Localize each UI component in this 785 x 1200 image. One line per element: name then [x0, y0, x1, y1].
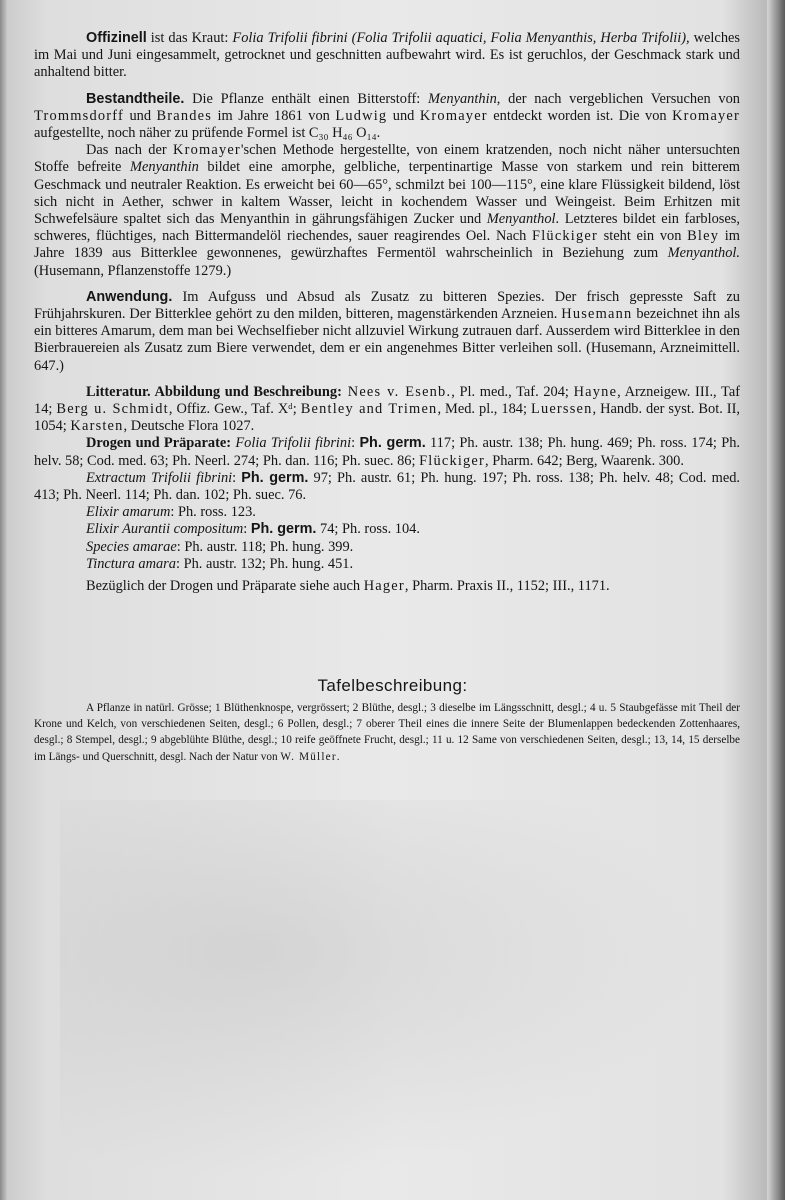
bestandtheile-p2-text-6: im Jahre 1839 aus Bitterklee gewonnenes, gewürzhaftes Fermentöl wahrscheinlich in Beziehung zum	[34, 228, 741, 262]
lit-author-luerssen: Luerssen	[530, 401, 593, 418]
bestandtheile-p2-text-1: Das nach der	[86, 142, 173, 159]
tafel-text-1: A Pflanze in natürl. Grösse; 1 Blüthenknospe, vergrössert; 2 Blüthe, desgl.; 3 dieselbe im Längsschnitt, desgl.; 4 u. 5 Staubgefässe mit Theil der Krone und Kelch, von verschiedenen Seiten, desgl.; 6 Pollen, desgl.; 7 oberer Theil eines die innere Seite der Blumenlappen bedeckenden Zottenhaares, desgl.; 8 Stempel, desgl.; 9 abgeblühte Blüthe, desgl.; 10 reife geöffnete Frucht, desgl.; 11 u. 12 Same von verschiedenen Seiten, desgl.; 13, 14, 15 derselbe im Längs- und Querschnitt, desgl. Nach der Natur von	[34, 702, 740, 763]
bestandtheile-p2-menyanthin: Menyanthin	[130, 159, 199, 176]
anwendung-heading: Anwendung.	[86, 288, 173, 305]
bestandtheile-reference: (Husemann, Pflanzenstoffe 1279.)	[34, 262, 232, 279]
drogen-paragraph	[34, 435, 740, 469]
elixir-aurantii-name: Elixir Aurantii compositum	[86, 521, 244, 538]
extract-colon: :	[232, 469, 242, 486]
drogen-text-end: , Pharm. 642; Berg, Waarenk. 300.	[485, 452, 684, 469]
elixir-aurantii-colon: :	[243, 521, 251, 538]
elixir-aurantii-line	[34, 521, 740, 538]
anwendung-text-1: Im Aufguss und Absud als Zusatz zu bitteren Spezies. Der frisch gepresste Saft zu Frühjahrskuren. Der Bitterklee gehört zu den milden, bitteren, magenstärkenden Arzneien.	[34, 288, 740, 323]
lit-text-3: , Offiz. Gew., Taf. Xᵈ;	[168, 401, 301, 418]
extract-ph-germ: Ph. germ.	[241, 469, 309, 486]
offizinell-drug-names: Folia Trifolii fibrini (Folia Trifolii aquatici, Folia Menyanthis, Herba Trifolii),	[232, 30, 690, 46]
anwendung-text-2: bezeichnet ihn als ein bitteres Amarum, dem man bei Wechselfieber nicht allzuviel Wirkung zutrauen darf. Ausserdem wird Bitterklee in den Bierbrauereien als Zusatz zum Biere verwendet, dem er ein angenehmes Bitter verleihen soll.	[34, 306, 741, 357]
author-hager: Hager	[363, 578, 405, 595]
bestandtheile-text-4: entdeckt worden ist. Die von	[487, 107, 673, 124]
drogen-text: 117; Ph. austr. 138; Ph. hung. 469; Ph. ross. 174; Ph. helv. 58; Cod. med. 63; Ph. Neerl. 274; Ph. dan. 116; Ph. suec. 86;	[34, 435, 740, 469]
bestandtheile-and-2: und	[387, 107, 420, 124]
lit-text-1: , Pl. med., Taf. 204;	[451, 383, 574, 400]
author-kromayer-3: Kromayer	[172, 142, 241, 159]
lit-author-hayne: Hayne	[573, 383, 618, 400]
lit-author-bentley-trimen: Bentley and Trimen	[300, 401, 438, 418]
litteratur-paragraph	[34, 384, 740, 436]
elixir-amarum-name: Elixir amarum	[86, 504, 171, 521]
bestandtheile-p2-text-5: steht ein von	[597, 228, 688, 245]
lit-text-5: , Handb. der syst. Bot. II, 1054;	[34, 401, 740, 435]
lit-text-6: , Deutsche Flora 1027.	[123, 418, 255, 435]
litteratur-heading: Litteratur. Abbildung und Beschreibung:	[86, 383, 342, 400]
tafel-title: Tafelbeschreibung:	[317, 676, 468, 695]
bestandtheile-menyanthin: Menyanthin	[428, 90, 497, 107]
author-kromayer: Kromayer	[419, 107, 488, 124]
elixir-aurantii-ph-germ: Ph. germ.	[250, 521, 317, 538]
tafel-text-2: .	[336, 750, 340, 763]
drogen-heading: Drogen und Präparate:	[86, 435, 232, 452]
extract-name: Extractum Trifolii fibrini	[86, 469, 233, 486]
bestandtheile-p2-menyanthol: Menyanthol	[486, 211, 556, 228]
author-brandes: Brandes	[156, 107, 213, 124]
tinctura-amara-name: Tinctura amara	[86, 555, 176, 572]
bestandtheile-paragraph-2	[34, 142, 740, 280]
drogen-colon: :	[351, 435, 360, 452]
author-bley: Bley	[687, 228, 720, 245]
lit-text-4: , Med. pl., 184;	[437, 401, 531, 418]
drogen-folia: Folia Trifolii fibrini	[231, 435, 352, 452]
extract-paragraph	[34, 470, 740, 504]
anwendung-reference: (Husemann, Arzneimittell. 647.)	[34, 340, 740, 374]
author-flueckiger: Flückiger	[532, 228, 598, 245]
extract-text: 97; Ph. austr. 61; Ph. hung. 197; Ph. ross. 138; Ph. helv. 48; Cod. med. 413; Ph. Neerl. 114; Ph. dan. 102; Ph. suec. 76.	[34, 469, 740, 504]
show-through-shadow	[60, 800, 700, 1180]
offizinell-paragraph	[34, 30, 740, 82]
elixir-aurantii-text: 74; Ph. ross. 104.	[316, 521, 420, 538]
elixir-amarum-text: : Ph. ross. 123.	[170, 504, 256, 521]
bestandtheile-and: und	[123, 107, 157, 124]
bestandtheile-p2-text-3: bildet eine amorphe, gelbliche, terpentinartige Masse von starkem und rein bitterem Geschmack und neutraler Reaktion. Es erweicht bei 60—65°, schmilzt bei 100—115°, eine klare Flüssigkeit bildend, löst sich nicht in Aether, schwer in kaltem Wasser, leicht in kochendem Wasser und Weingeist. Beim Erhitzen mit Schwefelsäure spaltet sich das Menyanthin in gährungsfähigen Zucker und	[34, 159, 740, 228]
tafel-author-mueller: W. Müller	[280, 750, 337, 763]
bestandtheile-paragraph	[34, 91, 740, 143]
hager-text-2: , Pharm. Praxis II., 1152; III., 1171.	[404, 578, 610, 595]
drogen-ph-germ: Ph. germ.	[359, 435, 426, 452]
species-amarae-line	[34, 539, 740, 556]
bestandtheile-text-1: Die Pflanze enthält einen Bitterstoff:	[184, 90, 429, 107]
tinctura-amara-line	[34, 556, 740, 573]
lit-author-nees: Nees v. Esenb.	[341, 383, 452, 400]
lit-author-karsten: Karsten	[70, 418, 124, 435]
species-amarae-text: : Ph. austr. 118; Ph. hung. 399.	[176, 538, 354, 555]
page-edge-left	[0, 0, 8, 1200]
drogen-author-flueckiger: Flückiger	[419, 452, 486, 469]
anwendung-paragraph	[34, 289, 740, 375]
page-edge-right	[767, 0, 785, 1200]
tafel-description	[34, 700, 740, 765]
species-amarae-name: Species amarae	[86, 538, 177, 555]
bestandtheile-text-3: im Jahre 1861 von	[212, 107, 336, 124]
offizinell-heading: Offizinell	[86, 30, 147, 46]
elixir-amarum-line	[34, 504, 740, 521]
main-text	[34, 30, 740, 595]
bestandtheile-p2-text-4: . Letzteres bildet ein farbloses, schweres, flüchtiges, nach Bittermandelöl riechendes, sauer reagirendes Oel. Nach	[34, 211, 740, 245]
bestandtheile-p2-text-2: 'schen Methode hergestellte, von einem kratzenden, noch nicht näher untersuchten Stoffe befreite	[34, 142, 740, 176]
lit-author-berg-schmidt: Berg u. Schmidt	[56, 401, 169, 418]
tinctura-amara-text: : Ph. austr. 132; Ph. hung. 451.	[175, 555, 354, 572]
tafel-paragraph	[34, 700, 740, 765]
bestandtheile-text-2: , der nach vergeblichen Versuchen von	[496, 90, 740, 107]
author-trommsdorff: Trommsdorff	[34, 107, 124, 124]
lit-text-2: , Arzneigew. III., Taf 14;	[34, 383, 740, 418]
author-kromayer-2: Kromayer	[672, 107, 741, 124]
bestandtheile-heading: Bestandtheile.	[86, 90, 185, 107]
hager-text-1: Bezüglich der Drogen und Präparate siehe auch	[86, 578, 364, 595]
author-ludwig: Ludwig	[335, 107, 388, 124]
offizinell-text-2: welches im Mai und Juni eingesammelt, getrocknet und geschnitten aufbewahrt wird. Es ist geruchlos, der Geschmack stark und anhaltend bitter.	[34, 30, 740, 81]
author-husemann: Husemann	[561, 306, 633, 323]
bestandtheile-p2-menyanthol-2: Menyanthol.	[667, 245, 740, 262]
offizinell-text-1: ist das Kraut:	[146, 30, 233, 46]
bestandtheile-formula: aufgestellte, noch näher zu prüfende Formel ist C₃₀ H₄₆ O₁₄.	[34, 125, 381, 142]
hager-line	[34, 578, 740, 595]
